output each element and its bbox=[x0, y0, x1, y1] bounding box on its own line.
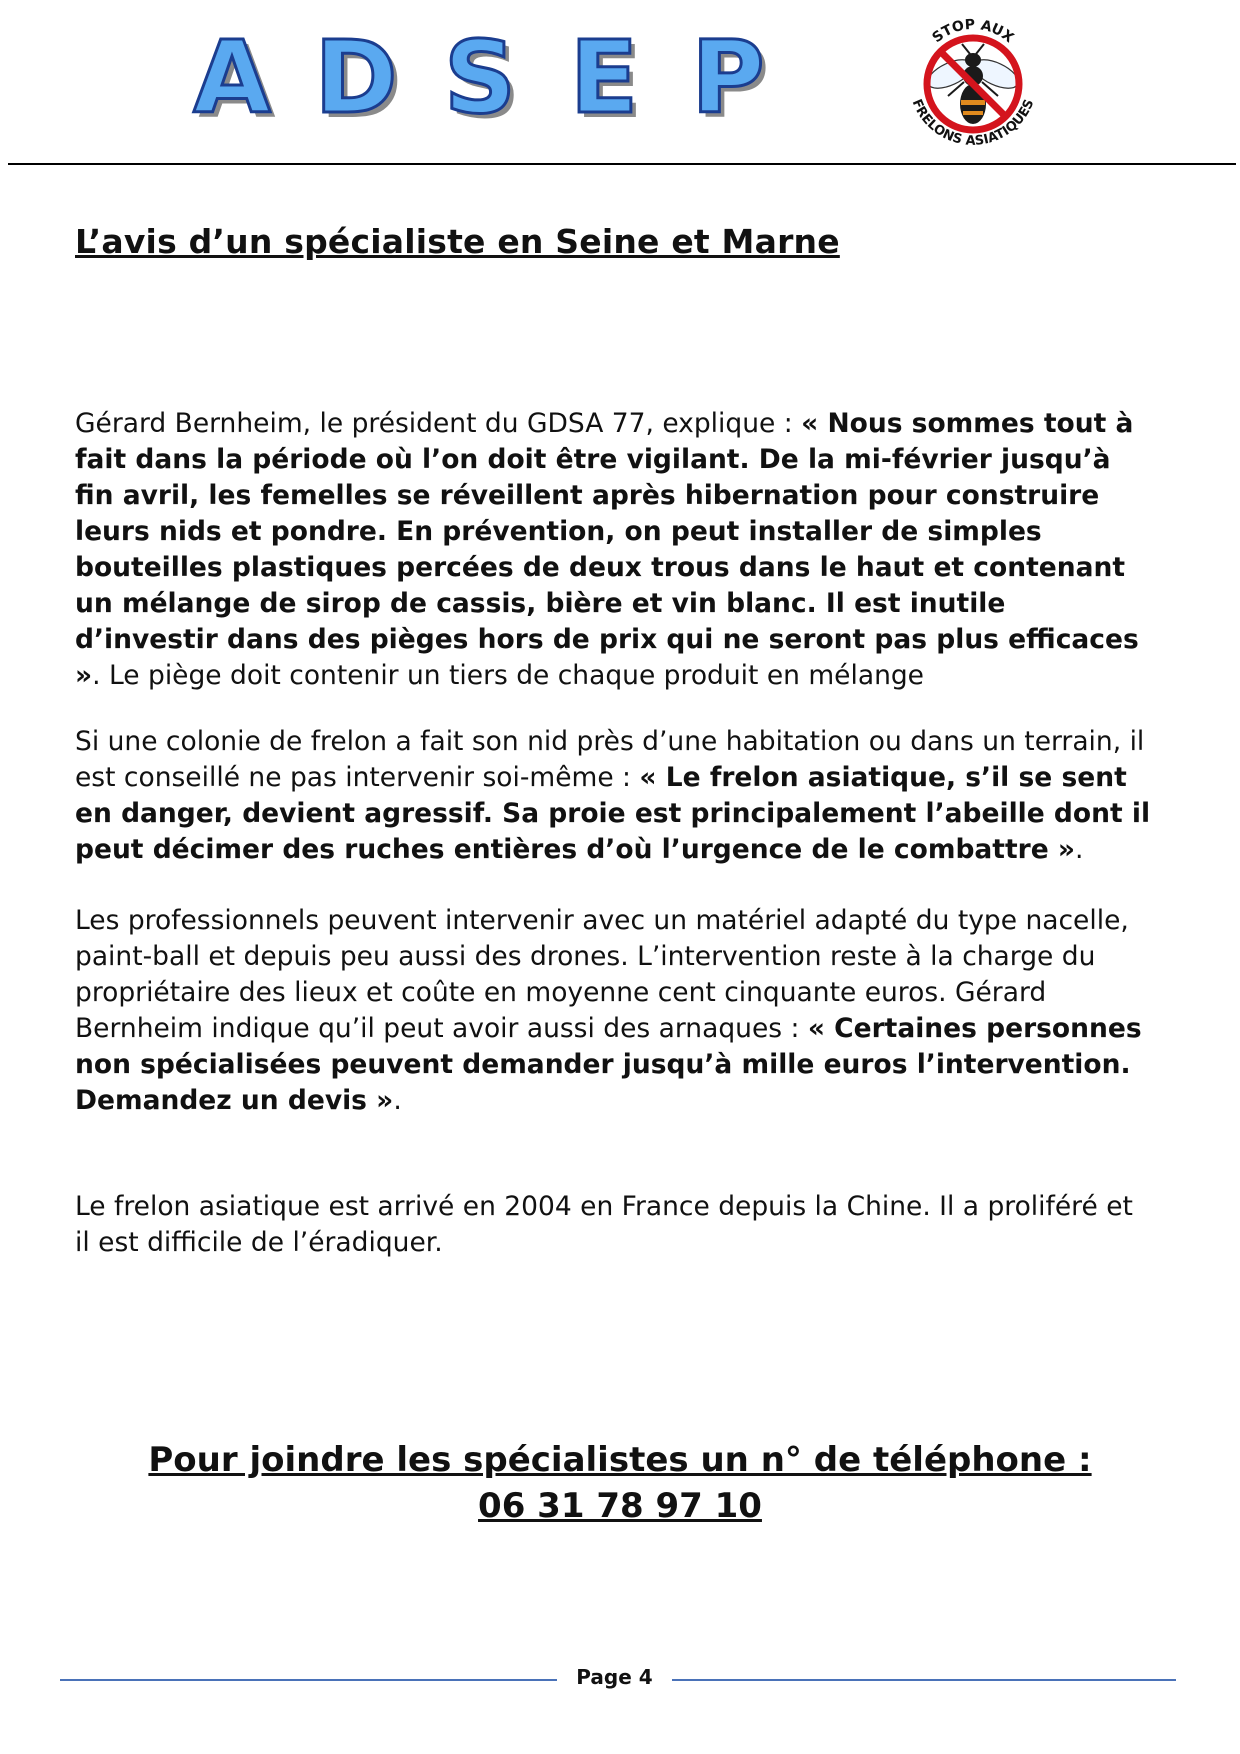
paragraph-history: Le frelon asiatique est arrivé en 2004 en France depuis la Chine. Il a proliféré et il est difficile de l’éradiquer. bbox=[75, 1191, 1133, 1258]
logo-letter: E bbox=[569, 19, 639, 136]
paragraph-outro: . bbox=[1075, 834, 1084, 865]
logo-letter: S bbox=[443, 19, 517, 136]
paragraph-quote: « Nous sommes tout à fait dans la période où l’on doit être vigilant. De la mi-février jusqu’à fin avril, les femelles se réveillent après hibernation pour construire leurs nids et pondre. En prévention, on peut installer de simples bouteilles plastiques percées de deux trous dans le haut et contenant un mélange de sirop de cassis, bière et vin blanc. Il est inutile d’investir dans des pièges hors de prix qui ne seront pas plus efficaces » bbox=[75, 408, 1139, 691]
header-divider bbox=[8, 163, 1236, 165]
paragraph-intro: Si une colonie de frelon a fait son nid près d’une habitation ou dans un terrain, il est conseillé ne pas intervenir soi-même : bbox=[75, 726, 1145, 793]
paragraph-outro: . bbox=[393, 1085, 402, 1116]
badge-top-text: STOP AUX bbox=[929, 16, 1017, 47]
logo-letter: A bbox=[193, 19, 271, 136]
svg-text:STOP AUX bbox=[929, 17, 1016, 46]
contact-heading: Pour joindre les spécialistes un n° de téléphone : bbox=[148, 1440, 1092, 1480]
page-footer bbox=[60, 1665, 1176, 1695]
page-number: Page 4 bbox=[576, 1665, 653, 1689]
page-title: L’avis d’un spécialiste en Seine et Marne bbox=[75, 222, 840, 261]
paragraph-quote: « Certaines personnes non spécialisées peuvent demander jusqu’à mille euros l’intervention. Demandez un devis » bbox=[75, 1013, 1142, 1116]
badge-bottom-text: FRELONS ASIATIQUES bbox=[908, 97, 1038, 149]
paragraph-intro: Gérard Bernheim, le président du GDSA 77, explique : bbox=[75, 408, 802, 439]
adsep-logo bbox=[170, 19, 790, 136]
paragraph-outro: . Le piège doit contenir un tiers de chaque produit en mélange bbox=[92, 660, 924, 691]
logo-letter: P bbox=[691, 19, 765, 136]
logo-letter: D bbox=[314, 19, 398, 136]
paragraph-vigilance bbox=[75, 406, 1155, 694]
footer-rule-right bbox=[672, 1679, 1176, 1681]
paragraph-quote: « Le frelon asiatique, s’il se sent en danger, devient agressif. Sa proie est principalement l’abeille dont il peut décimer des ruches entières d’où l’urgence de le combattre » bbox=[75, 762, 1151, 865]
contact-block bbox=[0, 1437, 1240, 1529]
footer-rule-left bbox=[60, 1679, 557, 1681]
paragraph-intro: Les professionnels peuvent intervenir avec un matériel adapté du type nacelle, paint-ball et depuis peu aussi des drones. L’intervention reste à la charge du propriétaire des lieux et coûte en moyenne cent cinquante euros. Gérard Bernheim indique qu’il peut avoir aussi des arnaques : bbox=[75, 905, 1129, 1044]
page-header bbox=[0, 0, 1240, 170]
paragraph-professionals bbox=[75, 903, 1155, 1119]
paragraph-colony bbox=[75, 724, 1155, 868]
no-hornet-icon bbox=[898, 12, 1048, 162]
contact-phone: 06 31 78 97 10 bbox=[478, 1486, 762, 1526]
